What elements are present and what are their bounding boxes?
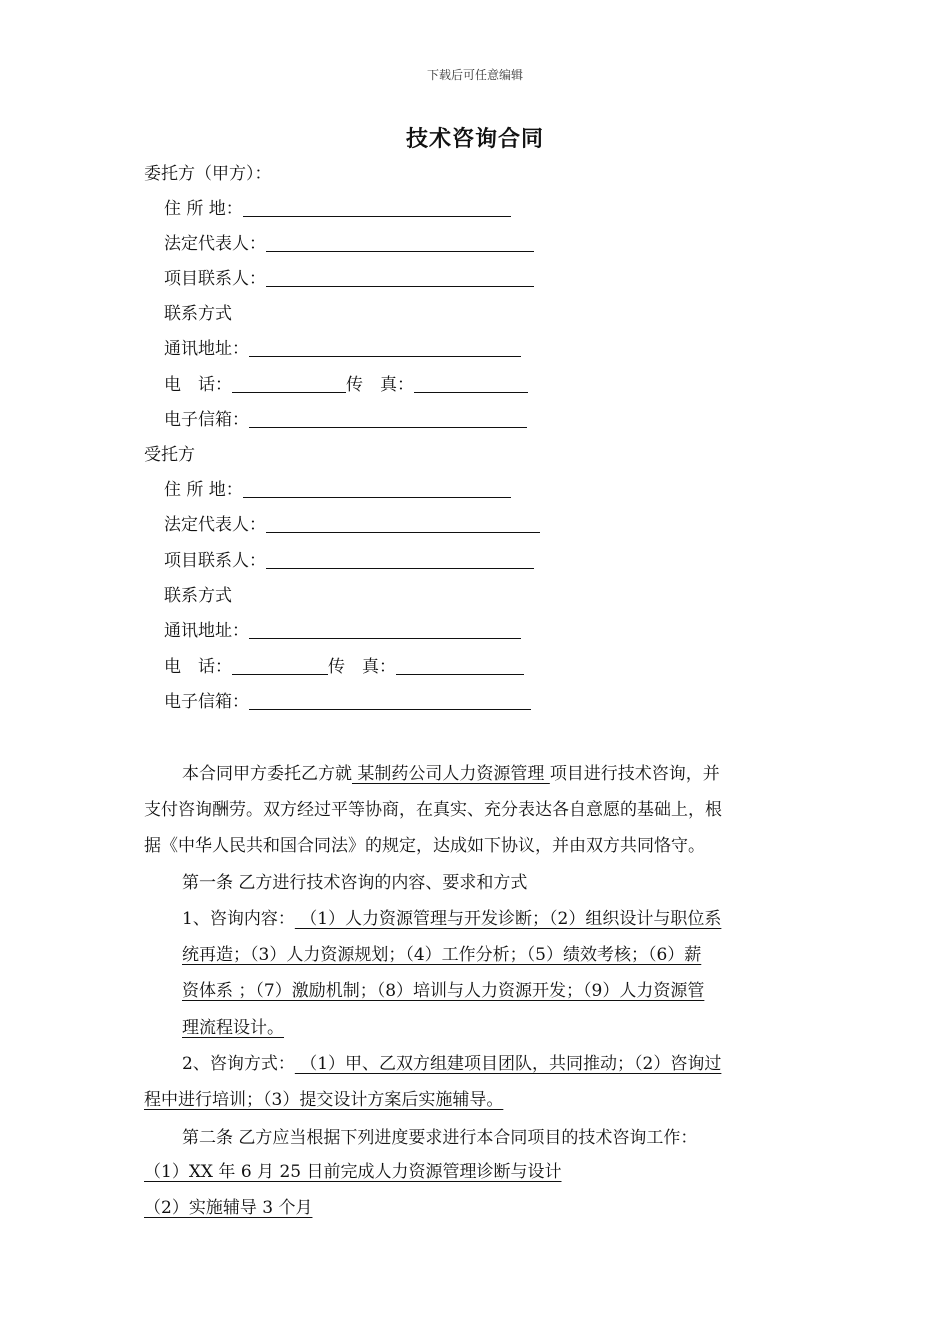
party-a-address-label: 住 所 地： — [164, 199, 243, 219]
party-a-email-label: 电子信箱： — [164, 410, 249, 430]
consult-content-line-2: 统再造；（3）人力资源规划；（4）工作分析；（5）绩效考核；（6）薪 — [182, 945, 702, 965]
party-a-contact-method: 联系方式 — [164, 304, 232, 324]
consult-method-label: 2、咨询方式： — [182, 1054, 295, 1074]
party-a-phone-field[interactable] — [232, 374, 346, 393]
party-b-fax-field[interactable] — [396, 656, 524, 675]
party-b-mailing-label: 通讯地址： — [164, 621, 249, 641]
party-b-contact-method: 联系方式 — [164, 586, 232, 606]
party-a-legal-rep-field[interactable] — [266, 233, 534, 252]
intro-line-1 — [182, 756, 720, 792]
party-a-legal-rep-row — [164, 232, 534, 256]
party-a-mailing-label: 通讯地址： — [164, 339, 249, 359]
party-b-project-contact-field[interactable] — [266, 550, 534, 569]
article-2-heading: 第二条 乙方应当根据下列进度要求进行本合同项目的技术咨询工作： — [182, 1128, 698, 1148]
consult-content-line-4: 理流程设计。 — [182, 1018, 284, 1038]
party-a-address-field[interactable] — [243, 198, 511, 217]
contract-title: 技术咨询合同 — [405, 126, 544, 152]
schedule-item-1: （1）XX 年 6 月 25 日前完成人力资源管理诊断与设计 — [144, 1162, 562, 1182]
party-a-email-field[interactable] — [249, 409, 527, 428]
party-b-legal-rep-row — [164, 513, 540, 537]
intro-line-1-pre: 本合同甲方委托乙方就 — [182, 764, 352, 784]
party-a-fax-field[interactable] — [414, 374, 528, 393]
intro-line-3: 据《中华人民共和国合同法》的规定，达成如下协议，并由双方共同恪守。 — [144, 836, 705, 856]
consult-content-line-3: 资体系 ；（7）激励机制；（8）培训与人力资源开发；（9）人力资源管 — [182, 981, 705, 1001]
party-b-email-row — [164, 690, 531, 714]
party-b-legal-rep-field[interactable] — [266, 514, 540, 533]
consult-content-line-1 — [182, 901, 721, 937]
project-name: 某制药公司人力资源管理 — [352, 764, 550, 784]
party-a-address-row — [164, 197, 511, 221]
party-b-email-label: 电子信箱： — [164, 692, 249, 712]
party-b-mailing-row — [164, 619, 521, 643]
party-b-phone-fax-row — [164, 655, 524, 679]
consult-content-label: 1、咨询内容： — [182, 909, 295, 929]
party-a-project-contact-field[interactable] — [266, 268, 534, 287]
party-b-phone-field[interactable] — [232, 656, 328, 675]
party-a-project-contact-row — [164, 267, 534, 291]
download-note: 下载后可任意编辑 — [426, 68, 523, 82]
party-a-fax-label: 传 真： — [346, 375, 414, 395]
consult-method-line-2: 程中进行培训；（3）提交设计方案后实施辅导。 — [144, 1090, 504, 1110]
party-b-phone-label: 电 话： — [164, 657, 232, 677]
party-b-address-field[interactable] — [243, 479, 511, 498]
party-a-phone-fax-row — [164, 373, 528, 397]
party-b-mailing-field[interactable] — [249, 620, 521, 639]
party-a-phone-label: 电 话： — [164, 375, 232, 395]
schedule-item-2: （2）实施辅导 3 个月 — [144, 1198, 313, 1218]
party-a-email-row — [164, 408, 527, 432]
party-b-fax-label: 传 真： — [328, 657, 396, 677]
consult-method-text-1: （1）甲、乙双方组建项目团队，共同推动；（2）咨询过 — [294, 1054, 722, 1074]
party-b-project-contact-label: 项目联系人： — [164, 551, 266, 571]
consult-method-line-1 — [182, 1046, 721, 1082]
intro-line-1-post: 项目进行技术咨询，并 — [549, 764, 720, 784]
party-a-legal-rep-label: 法定代表人： — [164, 234, 266, 254]
consult-content-text-1: （1）人力资源管理与开发诊断；（2）组织设计与职位系 — [294, 909, 722, 929]
party-b-address-row — [164, 478, 511, 502]
party-a-mailing-field[interactable] — [249, 338, 521, 357]
intro-line-2: 支付咨询酬劳。双方经过平等协商，在真实、充分表达各自意愿的基础上，根 — [144, 800, 722, 820]
party-b-address-label: 住 所 地： — [164, 480, 243, 500]
party-b-project-contact-row — [164, 549, 534, 573]
party-b-email-field[interactable] — [249, 691, 531, 710]
article-1-heading: 第一条 乙方进行技术咨询的内容、要求和方式 — [182, 873, 528, 893]
party-a-project-contact-label: 项目联系人： — [164, 269, 266, 289]
party-b-legal-rep-label: 法定代表人： — [164, 515, 266, 535]
party-a-heading: 委托方（甲方）： — [144, 164, 272, 184]
party-b-heading: 受托方 — [144, 445, 195, 465]
party-a-mailing-row — [164, 337, 521, 361]
